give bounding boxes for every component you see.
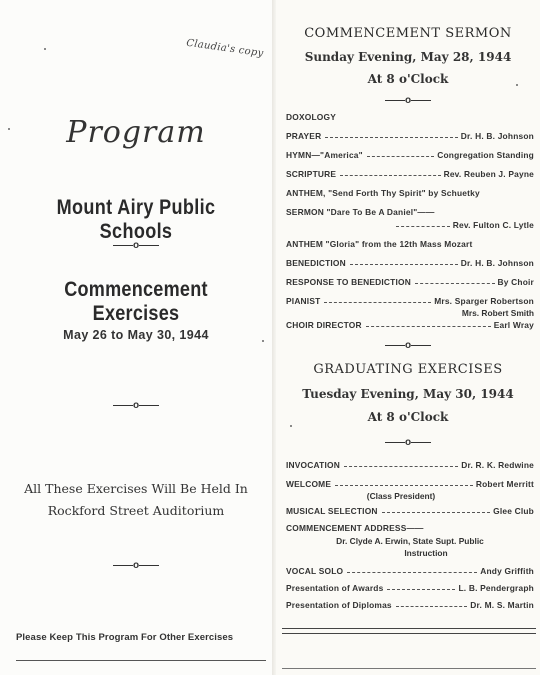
program-line: RESPONSE TO BENEDICTION By Choir [286,277,534,287]
graduating-title: GRADUATING EXERCISES [313,362,503,377]
sermon-title: COMMENCEMENT SERMON [304,26,512,41]
program-line: VOCAL SOLO Andy Griffith [286,566,534,576]
program-line: PIANIST Mrs. Sparger Robertson [286,296,534,306]
program-line: Instruction [404,548,448,558]
bottom-rule [282,633,536,634]
paper-speck [262,340,264,342]
ornament-divider: ——o—— [112,240,160,251]
sermon-day: Sunday Evening, May 28, 1944 [304,50,512,64]
paper-speck [44,48,46,50]
ornament-divider: ——o—— [384,340,432,351]
handwritten-note: Claudia's copy [185,37,265,60]
paper-speck [290,425,292,427]
ornament-divider: ——o—— [384,437,432,448]
program-line: MUSICAL SELECTION Glee Club [286,506,534,516]
program-line: Presentation of Awards L. B. Pendergraph [286,583,534,593]
program-line: Mrs. Robert Smith [461,308,534,318]
program-line: Dr. Clyde A. Erwin, State Supt. Public [336,536,484,546]
program-line: HYMN—"America" Congregation Standing [286,150,534,160]
program-line: ANTHEM "Gloria" from the 12th Mass Mozart [286,239,473,249]
program-line: Rev. Fulton C. Lytle [396,220,534,230]
right-panel [276,0,540,675]
program-line: INVOCATION Dr. R. K. Redwine [286,460,534,470]
graduating-time: At 8 o'Clock [367,410,449,424]
bottom-rule [16,660,266,661]
program-line: DOXOLOGY [286,112,336,122]
program-line: ANTHEM, "Send Forth Thy Spirit" by Schuetky [286,188,480,198]
ornament-divider: ——o—— [384,95,432,106]
program-line: BENEDICTION Dr. H. B. Johnson [286,258,534,268]
program-title: Program [66,115,206,150]
program-line: SCRIPTURE Rev. Reuben J. Payne [286,169,534,179]
school-name: Mount Airy Public Schools [56,196,216,243]
venue-line-1: All These Exercises Will Be Held In [24,481,248,496]
ornament-divider: ——o—— [112,400,160,411]
footer-note: Please Keep This Program For Other Exercises [16,632,234,643]
program-line: COMMENCEMENT ADDRESS—— [286,523,424,533]
program-line: PRAYER Dr. H. B. Johnson [286,131,534,141]
program-line: SERMON "Dare To Be A Daniel"—— [286,207,435,217]
event-dates: May 26 to May 30, 1944 [63,328,209,342]
bottom-rule [282,668,536,669]
paper-speck [8,128,10,130]
graduating-day: Tuesday Evening, May 30, 1944 [302,387,514,401]
paper-speck [516,84,518,86]
event-title: Commencement Exercises [64,278,208,325]
sermon-time: At 8 o'Clock [367,72,449,86]
venue-line-2: Rockford Street Auditorium [47,503,225,518]
bottom-rule [282,628,536,629]
ornament-divider: ——o—— [112,560,160,571]
program-line: (Class President) [366,491,436,501]
program-line: Presentation of Diplomas Dr. M. S. Martin [286,600,534,610]
program-line: CHOIR DIRECTOR Earl Wray [286,320,534,330]
program-line: WELCOME Robert Merritt [286,479,534,489]
